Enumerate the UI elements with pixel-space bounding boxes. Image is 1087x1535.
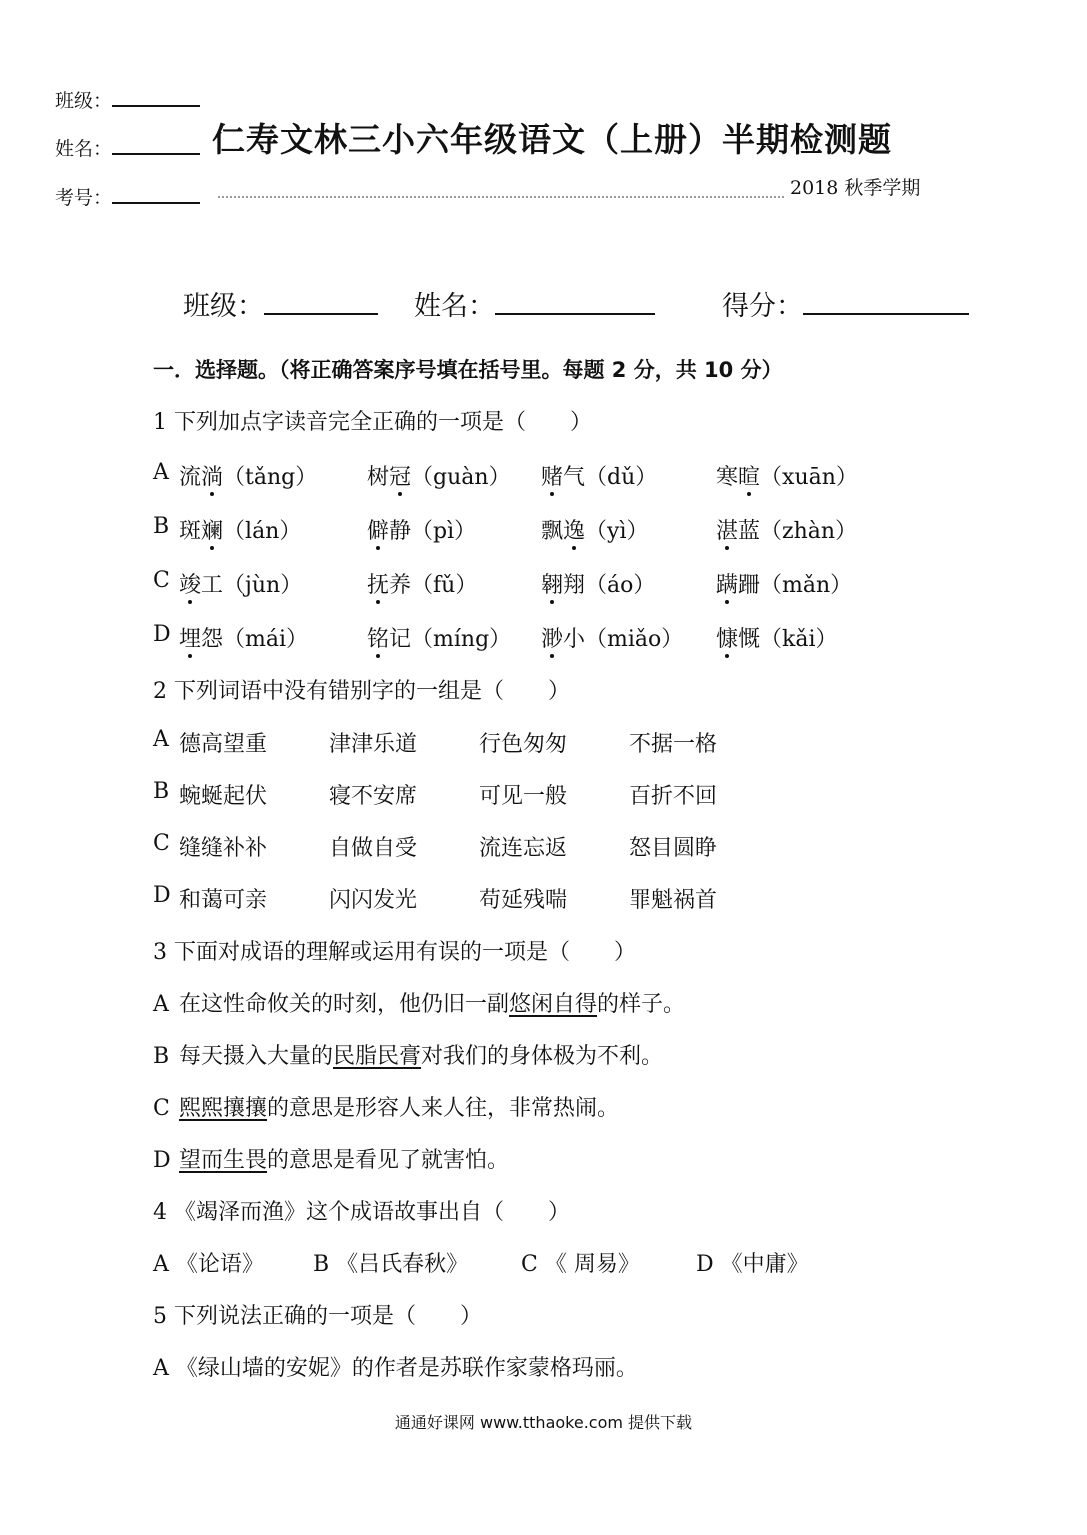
pinyin-text: （dǔ） xyxy=(585,465,658,490)
pinyin-item xyxy=(541,622,683,653)
header-number-field xyxy=(55,183,200,210)
word-part: 寒 xyxy=(716,465,739,490)
pinyin-text: （jùn） xyxy=(223,573,303,598)
info-score-label: 得分： xyxy=(722,291,803,322)
idiom-word: 罪魁祸首 xyxy=(629,888,718,913)
header-number-blank xyxy=(112,202,200,204)
dotted-character: 暄 xyxy=(738,465,761,490)
word-part: 气 xyxy=(563,465,586,490)
question-4-option-c: C 《 周易》 xyxy=(521,1252,640,1277)
idiom-word: 自做自受 xyxy=(329,836,418,861)
info-class-field xyxy=(183,284,378,323)
info-class-label: 班级： xyxy=(183,291,264,322)
pinyin-item xyxy=(179,622,308,653)
word-part: 慨 xyxy=(738,627,761,652)
option-letter: B xyxy=(153,1044,170,1069)
idiom-word: 百折不回 xyxy=(629,784,718,809)
pinyin-item xyxy=(179,514,301,545)
option-letter: B xyxy=(153,514,170,539)
dotted-character: 抚 xyxy=(367,573,390,598)
pinyin-item xyxy=(541,460,657,491)
word-part: 飘 xyxy=(541,519,564,544)
dotted-character: 翱 xyxy=(541,573,564,598)
sentence-part: 的样子。 xyxy=(597,992,686,1017)
pinyin-text: （mái） xyxy=(223,627,309,652)
underlined-idiom: 望而生畏 xyxy=(179,1148,268,1173)
word-part: 养 xyxy=(389,573,412,598)
idiom-word: 蜿蜒起伏 xyxy=(179,784,268,809)
idiom-word: 可见一般 xyxy=(479,784,568,809)
idiom-word: 缝缝补补 xyxy=(179,836,268,861)
dotted-character: 渺 xyxy=(541,627,564,652)
header-class-blank xyxy=(112,105,200,107)
idiom-word: 行色匆匆 xyxy=(479,732,568,757)
question-3-option-b xyxy=(153,1039,663,1070)
idiom-word: 闪闪发光 xyxy=(329,888,418,913)
word-part: 树 xyxy=(367,465,390,490)
footer-credit: 通通好课网 www.tthaoke.com 提供下载 xyxy=(394,1413,693,1432)
header-class-field xyxy=(55,86,200,113)
sentence-part: 的意思是看见了就害怕。 xyxy=(267,1148,510,1173)
pinyin-text: （mǎn） xyxy=(760,573,853,598)
header-name-field xyxy=(55,134,200,161)
dotted-separator xyxy=(218,196,784,198)
question-3-option-a xyxy=(153,987,685,1018)
pinyin-item xyxy=(541,568,655,599)
question-3-option-c xyxy=(153,1091,619,1122)
pinyin-item xyxy=(179,568,302,599)
dotted-character: 蹒 xyxy=(716,573,739,598)
page-title: 仁寿文林三小六年级语文（上册）半期检测题 xyxy=(212,120,892,159)
dotted-character: 赌 xyxy=(541,465,564,490)
idiom-word: 津津乐道 xyxy=(329,732,418,757)
dotted-character: 慷 xyxy=(716,627,739,652)
pinyin-item xyxy=(716,622,838,653)
option-letter: A xyxy=(153,460,169,485)
sentence-part: 在这性命攸关的时刻，他仍旧一副 xyxy=(179,992,510,1017)
pinyin-text: （zhàn） xyxy=(760,519,858,544)
info-class-blank xyxy=(264,313,378,315)
pinyin-text: （míng） xyxy=(411,627,512,652)
pinyin-item xyxy=(367,514,476,545)
header-name-blank xyxy=(112,153,200,155)
word-part: 流 xyxy=(179,465,202,490)
dotted-character: 竣 xyxy=(179,573,202,598)
word-part: 斑 xyxy=(179,519,202,544)
dotted-character: 铭 xyxy=(367,627,390,652)
dotted-character: 僻 xyxy=(367,519,390,544)
question-2-stem: 2 下列词语中没有错别字的一组是（ ） xyxy=(153,679,570,704)
option-letter: D xyxy=(153,883,171,908)
question-4-stem: 4 《竭泽而渔》这个成语故事出自（ ） xyxy=(153,1200,570,1225)
question-1-stem: 1 下列加点字读音完全正确的一项是（ ） xyxy=(153,410,592,435)
option-letter: C xyxy=(153,1096,170,1121)
question-5-stem: 5 下列说法正确的一项是（ ） xyxy=(153,1304,482,1329)
dotted-character: 逸 xyxy=(563,519,586,544)
question-4-option-a: A 《论语》 xyxy=(153,1252,264,1277)
idiom-word: 流连忘返 xyxy=(479,836,568,861)
word-part: 翔 xyxy=(563,573,586,598)
pinyin-text: （tǎng） xyxy=(223,465,318,490)
pinyin-text: （kǎi） xyxy=(760,627,838,652)
idiom-word: 苟延残喘 xyxy=(479,888,568,913)
pinyin-item xyxy=(367,568,477,599)
header-name-label: 姓名： xyxy=(55,138,113,160)
idiom-word: 不据一格 xyxy=(629,732,718,757)
sentence-part: 的意思是形容人来人往，非常热闹。 xyxy=(267,1096,620,1121)
dotted-character: 湛 xyxy=(716,519,739,544)
idiom-word: 寝不安席 xyxy=(329,784,418,809)
word-part: 记 xyxy=(389,627,412,652)
word-part: 静 xyxy=(389,519,412,544)
pinyin-text: （yì） xyxy=(585,519,649,544)
pinyin-text: （miǎo） xyxy=(585,627,684,652)
question-4-option-b: B 《吕氏春秋》 xyxy=(313,1252,469,1277)
question-4-option-d: D 《中庸》 xyxy=(696,1252,809,1277)
section-heading: 一．选择题。（将正确答案序号填在括号里。每题 2 分，共 10 分） xyxy=(153,358,783,382)
pinyin-text: （guàn） xyxy=(411,465,511,490)
dotted-character: 斓 xyxy=(201,519,224,544)
question-4-options xyxy=(153,1247,809,1278)
term-label: 2018 秋季学期 xyxy=(790,177,921,199)
word-part: 工 xyxy=(201,573,224,598)
header-class-label: 班级： xyxy=(55,90,113,112)
word-part: 怨 xyxy=(201,627,224,652)
sentence-part: 对我们的身体极为不利。 xyxy=(421,1044,664,1069)
info-name-field xyxy=(414,284,655,323)
idiom-word: 怒目圆睁 xyxy=(629,836,718,861)
option-letter: A xyxy=(153,727,169,752)
question-3-option-d xyxy=(153,1143,509,1174)
idiom-word: 德高望重 xyxy=(179,732,268,757)
option-letter: C xyxy=(153,568,170,593)
idiom-word: 和蔼可亲 xyxy=(179,888,268,913)
underlined-idiom: 熙熙攘攘 xyxy=(179,1096,268,1121)
underlined-idiom: 民脂民膏 xyxy=(333,1044,422,1069)
pinyin-item xyxy=(541,514,649,545)
header-number-label: 考号： xyxy=(55,187,113,209)
option-letter: D xyxy=(153,1148,171,1173)
info-score-field xyxy=(722,284,969,323)
pinyin-item xyxy=(367,460,511,491)
sentence-part: 每天摄入大量的 xyxy=(179,1044,334,1069)
info-name-label: 姓名： xyxy=(414,291,495,322)
dotted-character: 淌 xyxy=(201,465,224,490)
pinyin-item xyxy=(367,622,511,653)
question-3-stem: 3 下面对成语的理解或运用有误的一项是（ ） xyxy=(153,940,636,965)
option-letter: D xyxy=(153,622,171,647)
option-letter: A xyxy=(153,992,169,1017)
pinyin-item xyxy=(716,460,858,491)
word-part: 跚 xyxy=(738,573,761,598)
word-part: 小 xyxy=(563,627,586,652)
question-5-option-a: A 《绿山墙的安妮》的作者是苏联作家蒙格玛丽。 xyxy=(153,1356,638,1381)
dotted-character: 埋 xyxy=(179,627,202,652)
pinyin-text: （áo） xyxy=(585,573,656,598)
info-name-blank xyxy=(495,313,655,315)
dotted-character: 冠 xyxy=(389,465,412,490)
pinyin-item xyxy=(179,460,317,491)
pinyin-text: （fǔ） xyxy=(411,573,478,598)
option-letter: B xyxy=(153,779,170,804)
option-letter: C xyxy=(153,831,170,856)
pinyin-text: （pì） xyxy=(411,519,477,544)
pinyin-text: （xuān） xyxy=(760,465,858,490)
pinyin-item xyxy=(716,514,857,545)
word-part: 蓝 xyxy=(738,519,761,544)
pinyin-text: （lán） xyxy=(223,519,302,544)
info-score-blank xyxy=(803,313,969,315)
pinyin-item xyxy=(716,568,852,599)
underlined-idiom: 悠闲自得 xyxy=(509,992,598,1017)
